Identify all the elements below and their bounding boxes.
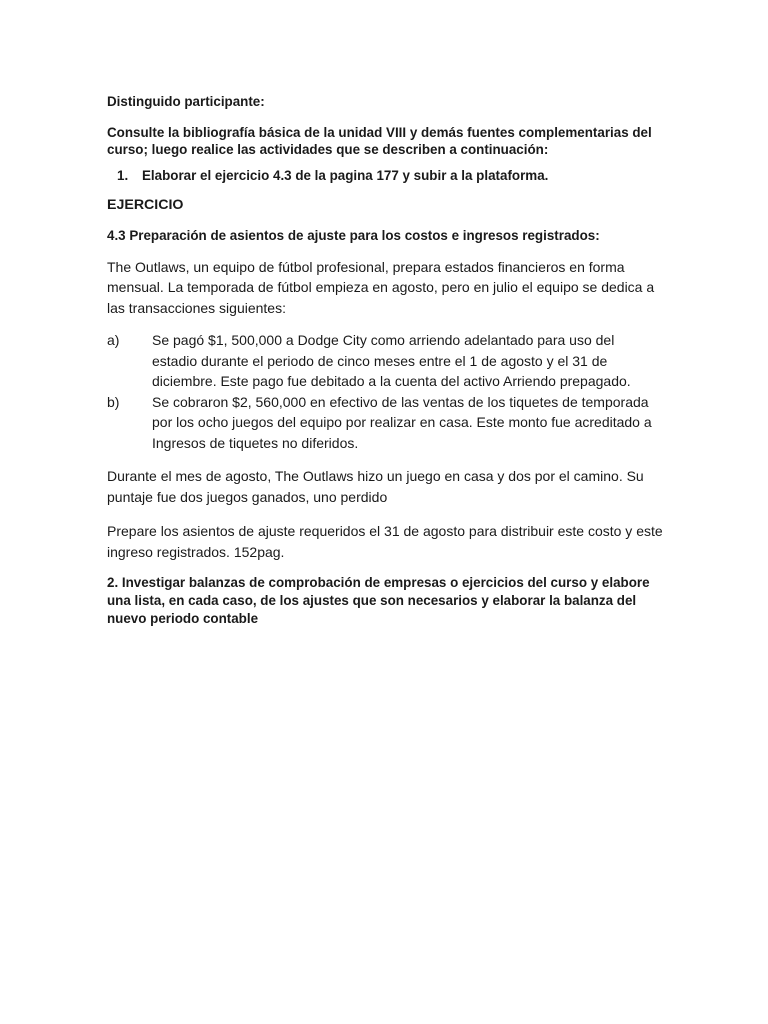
exercise-intro: The Outlaws, un equipo de fútbol profesional, prepara estados financieros en forma mensual. La temporada de fútbol empieza en agosto, pero en julio el equipo se dedica a las transacciones siguientes: bbox=[107, 258, 655, 316]
prepare-instruction: Prepare los asientos de ajuste requeridos el 31 de agosto para distribuir este costo y este ingreso registrados. 152pag. bbox=[107, 523, 663, 560]
greeting: Distinguido participante: bbox=[107, 94, 265, 109]
transactions-list bbox=[107, 330, 663, 453]
task-1 bbox=[117, 166, 663, 187]
list-item-text: Se cobraron $2, 560,000 en efectivo de las ventas de los tiquetes de temporada por los ocho juegos del equipo por realizar en casa. Este monto fue acreditado a Ingresos de tiquetes no diferidos. bbox=[152, 393, 652, 451]
document-page bbox=[107, 92, 663, 628]
august-summary: Durante el mes de agosto, The Outlaws hizo un juego en casa y dos por el camino. Su puntaje fue dos juegos ganados, uno perdido bbox=[107, 468, 644, 505]
exercise-title: 4.3 Preparación de asientos de ajuste para los costos e ingresos registrados: bbox=[107, 227, 600, 243]
instructions: Consulte la bibliografía básica de la unidad VIII y demás fuentes complementarias del curso; luego realice las actividades que se describen a continuación: bbox=[107, 124, 652, 157]
task-2: 2. Investigar balanzas de comprobación de empresas o ejercicios del curso y elabore una lista, en cada caso, de los ajustes que son necesarios y elaborar la balanza del nuevo periodo contable bbox=[107, 575, 650, 626]
list-item-marker: a) bbox=[107, 332, 120, 348]
list-item bbox=[107, 392, 663, 454]
list-item-text: Se pagó $1, 500,000 a Dodge City como arriendo adelantado para uso del estadio durante el periodo de cinco meses entre el 1 de agosto y el 31 de diciembre. Este pago fue debitado a la cuenta del activo Arriendo prepagado. bbox=[152, 332, 631, 389]
list-item-marker: b) bbox=[107, 393, 120, 410]
section-heading: EJERCICIO bbox=[107, 197, 184, 213]
list-item bbox=[107, 330, 663, 392]
task-1-text: Elaborar el ejercicio 4.3 de la pagina 177 y subir a la plataforma. bbox=[142, 167, 549, 183]
task-1-number: 1. bbox=[117, 167, 129, 183]
